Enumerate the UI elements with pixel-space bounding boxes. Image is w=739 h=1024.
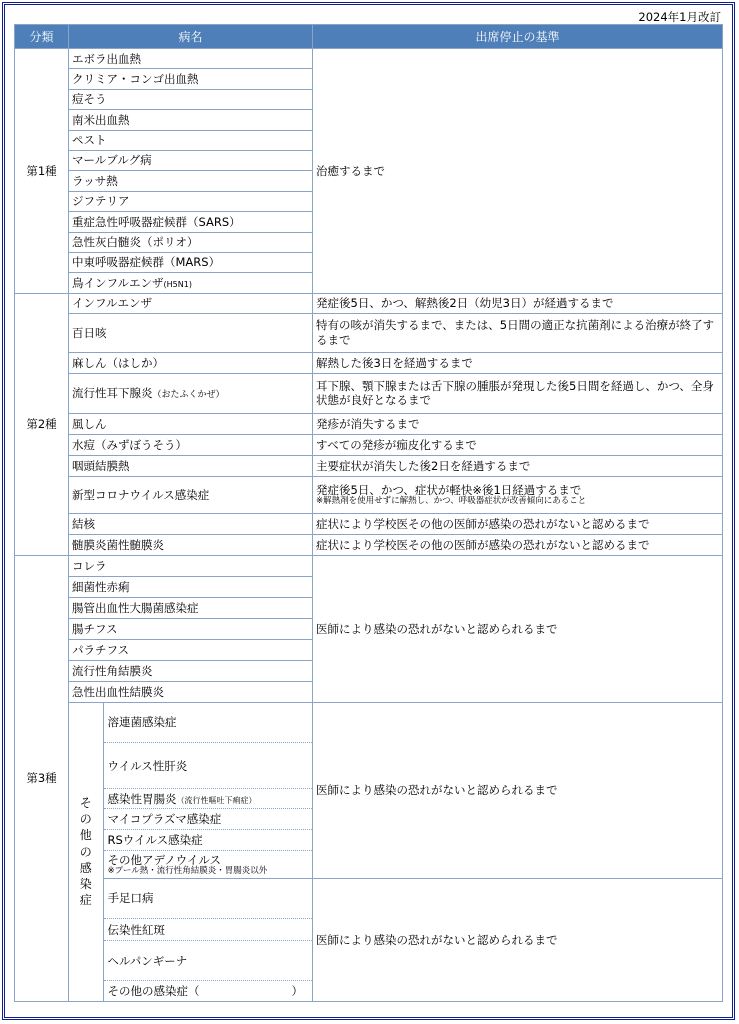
other-label-cell <box>69 703 103 1001</box>
class1-disease: 重症急性呼吸器症候群（SARS） <box>69 212 313 232</box>
class3-disease: 腸管出血性大腸菌感染症 <box>69 597 313 618</box>
header-criteria: 出席停止の基準 <box>313 25 723 49</box>
class2-disease-note: （おたふくかぜ） <box>152 389 225 400</box>
other-group2 <box>103 878 312 1001</box>
class2-disease: 百日咳 <box>69 313 313 352</box>
other-disease: RSウイルス感染症 <box>104 830 313 851</box>
class1-disease: エボラ出血熱 <box>69 49 313 69</box>
other-disease: ウイルス性肝炎 <box>104 743 313 789</box>
class3-disease: パラチフス <box>69 639 313 660</box>
class1-disease: ジフテリア <box>69 191 313 211</box>
class1-disease: クリミア・コンゴ出血熱 <box>69 69 313 89</box>
class3-criteria: 医師により感染の恐れがないと認められるまで <box>313 555 723 702</box>
other-disease-name: その他アデノウイルス <box>107 852 222 867</box>
revision-date: 2024年1月改訂 <box>638 10 721 24</box>
class2-criteria: すべての発疹が痂皮化するまで <box>313 434 723 455</box>
class1-disease: 痘そう <box>69 89 313 109</box>
other-disease: ヘルパンギーナ <box>104 941 313 981</box>
other-disease-note: ※プール熱・流行性角結膜炎・胃腸炎以外 <box>107 865 268 876</box>
class2-criteria-text: 発症後5日、かつ、症状が軽快※後1日経過するまで <box>316 482 582 497</box>
class2-criteria: 症状により学校医その他の医師が感染の恐れがないと認めるまで <box>313 513 723 534</box>
class2-criteria: 発疹が消失するまで <box>313 413 723 434</box>
class1-label: 第1種 <box>15 49 69 294</box>
class1-disease: 中東呼吸器症候群（MARS） <box>69 252 313 272</box>
class2-disease: 結核 <box>69 513 313 534</box>
other-disease: 溶連菌感染症 <box>107 715 177 730</box>
other-label-char: そ <box>79 796 92 811</box>
other-disease <box>104 789 313 809</box>
other-label-char: の <box>79 844 92 859</box>
class1-disease: 急性灰白髄炎（ポリオ） <box>69 232 313 252</box>
other-disease: その他の感染症（ ） <box>104 981 313 1001</box>
class2-criteria: 症状により学校医その他の医師が感染の恐れがないと認めるまで <box>313 534 723 555</box>
class2-disease: 水痘（みずぼうそう） <box>69 434 313 455</box>
class1-disease-name: 鳥インフルエンザ <box>72 275 164 290</box>
class3-disease: 腸チフス <box>69 618 313 639</box>
other-diseases-label <box>76 795 96 908</box>
class3-label: 第3種 <box>15 555 69 1001</box>
class2-criteria: 発症後5日、かつ、解熱後2日（幼児3日）が経過するまで <box>313 293 723 313</box>
other-disease-name: 感染性胃腸炎 <box>107 791 177 806</box>
other-group1 <box>103 703 312 879</box>
other-disease: 手足口病 <box>107 891 154 906</box>
class2-criteria: 特有の咳が消失するまで、または、5日間の適正な抗菌剤による治療が終了するまで <box>313 313 723 352</box>
class2-disease: 咽頭結膜熱 <box>69 455 313 476</box>
other-disease: マイコプラズマ感染症 <box>104 809 313 830</box>
other-label-char: 症 <box>79 893 92 908</box>
other-group2-criteria: 医師により感染の恐れがないと認められるまで <box>313 878 723 1001</box>
other-label-char: 他 <box>79 828 92 843</box>
other-group1-criteria: 医師により感染の恐れがないと認められるまで <box>313 702 723 878</box>
other-label-char: 感 <box>79 860 92 875</box>
class2-criteria: 主要症状が消失した後2日を経過するまで <box>313 455 723 476</box>
class2-disease <box>69 373 313 413</box>
class1-disease-note: (H5N1) <box>163 279 192 289</box>
other-diseases-cell <box>69 702 313 1001</box>
class2-disease: 新型コロナウイルス感染症 <box>69 476 313 513</box>
class2-label: 第2種 <box>15 293 69 555</box>
class1-disease: マールブルグ病 <box>69 150 313 170</box>
class1-disease: ラッサ熱 <box>69 171 313 191</box>
other-label-char: の <box>79 812 92 827</box>
class2-disease: 風しん <box>69 413 313 434</box>
class1-criteria: 治癒するまで <box>313 49 723 294</box>
header-category: 分類 <box>15 25 69 49</box>
class2-criteria: 耳下腺、顎下腺または舌下腺の腫脹が発現した後5日間を経過し、かつ、全身状態が良好となるまで <box>313 373 723 413</box>
class1-disease: 南米出血熱 <box>69 110 313 130</box>
class3-disease: 急性出血性結膜炎 <box>69 681 313 702</box>
class2-criteria <box>313 476 723 513</box>
class1-disease: ペスト <box>69 130 313 150</box>
other-label-char: 染 <box>79 876 92 891</box>
class2-disease: 髄膜炎菌性髄膜炎 <box>69 534 313 555</box>
header-disease: 病名 <box>69 25 313 49</box>
other-disease-note: （流行性嘔吐下痢症） <box>176 795 257 805</box>
other-disease: 伝染性紅斑 <box>104 919 313 941</box>
class3-disease: 細菌性赤痢 <box>69 576 313 597</box>
class2-disease: インフルエンザ <box>69 293 313 313</box>
class2-criteria: 解熱した後3日を経過するまで <box>313 352 723 373</box>
class3-disease: コレラ <box>69 555 313 576</box>
class1-disease <box>69 273 313 293</box>
class2-disease-name: 流行性耳下腺炎 <box>72 385 153 400</box>
class2-criteria-note: ※解熱剤を使用せずに解熱し、かつ、呼吸器症状が改善傾向にあること <box>316 496 587 507</box>
class3-disease: 流行性角結膜炎 <box>69 660 313 681</box>
other-disease <box>104 851 313 878</box>
class2-disease: 麻しん（はしか） <box>69 352 313 373</box>
attendance-suspension-table <box>14 24 723 1002</box>
